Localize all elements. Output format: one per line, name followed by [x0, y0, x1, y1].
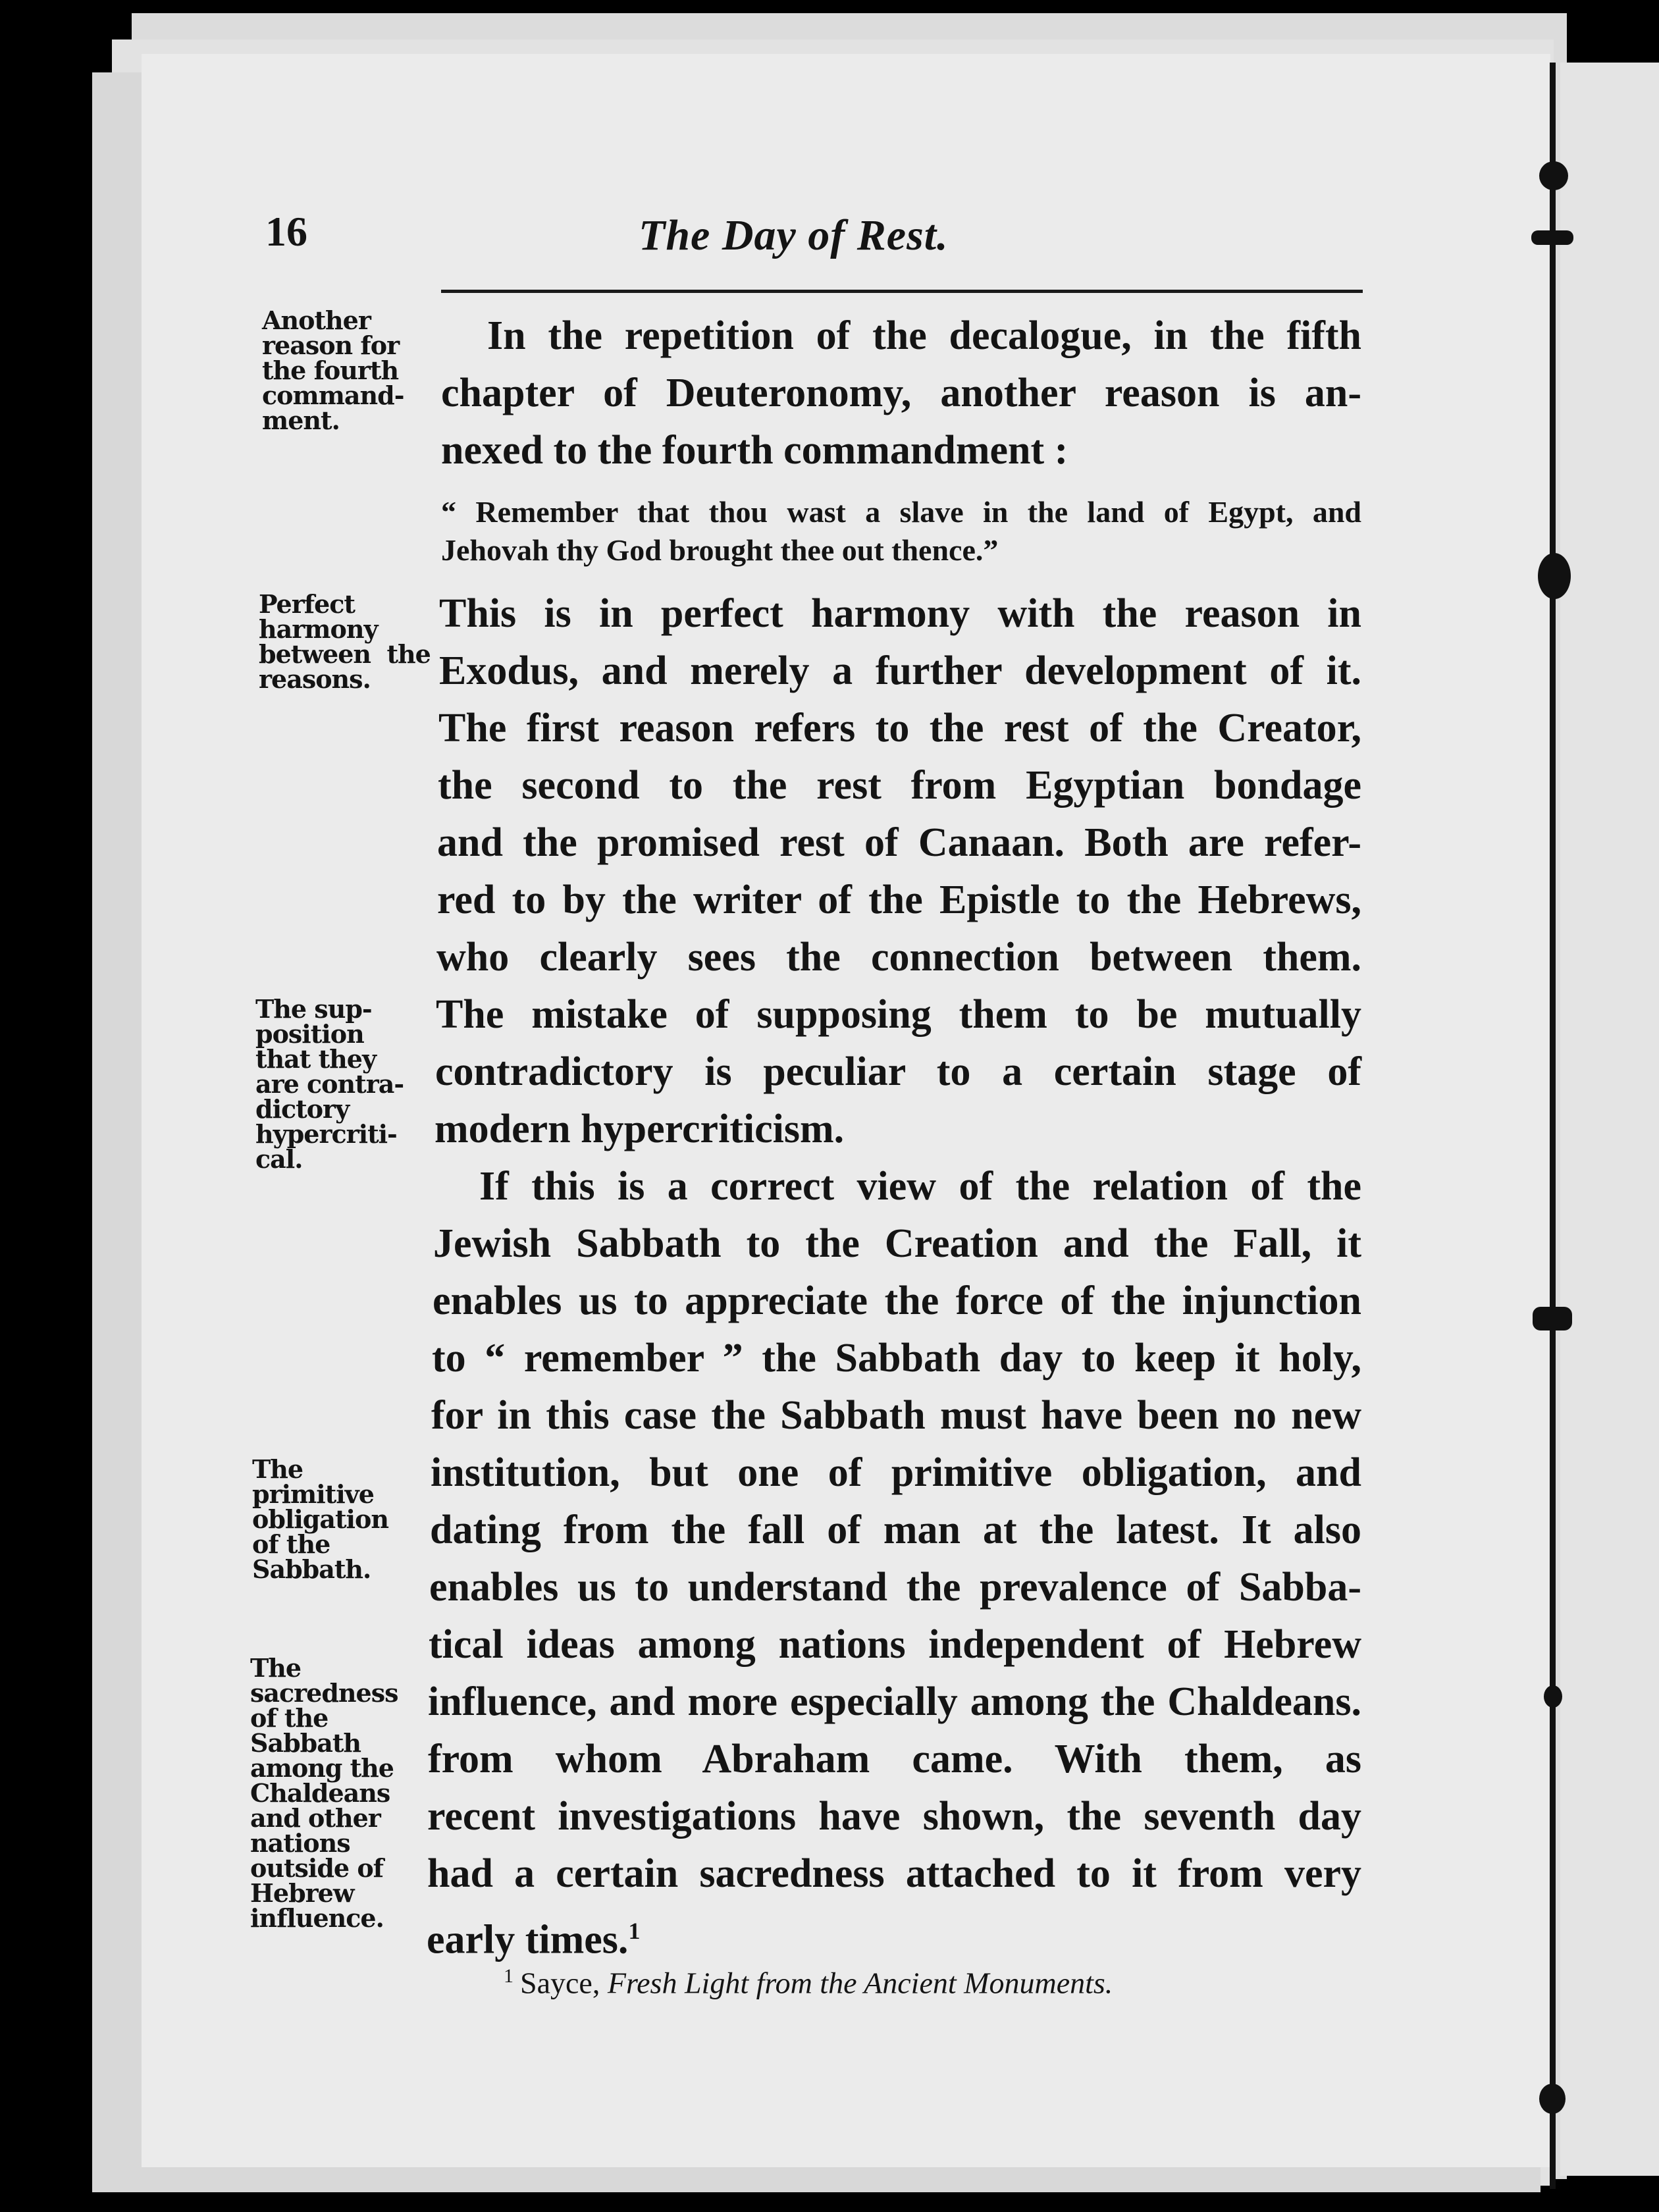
body-line-text: early times. [427, 1917, 629, 1962]
footnote-title: Fresh Light from the Ancient Monuments. [607, 1966, 1113, 2000]
side-note-line: position [255, 1019, 364, 1049]
side-note-line: reasons. [259, 664, 371, 694]
body-line: If this is a correct view of the relation of the [479, 1164, 1361, 1209]
side-note-line: between the [259, 639, 431, 669]
footnote-marker: 1 [504, 1965, 514, 1987]
side-note-line: sacredness [250, 1678, 398, 1708]
body-line: dating from the fall of man at the latest. It also [430, 1508, 1361, 1552]
footnote-reference: 1 [628, 1918, 641, 1944]
body-line: influence, and more especially among the Chaldeans. [428, 1679, 1361, 1724]
body-line [427, 1908, 822, 1963]
side-note-line: Sabbath [250, 1728, 361, 1758]
body-line: The mistake of supposing them to be mutually [436, 992, 1361, 1037]
body-line: enables us to appreciate the force of the injunction [433, 1278, 1361, 1323]
side-note-line: primitive [252, 1479, 374, 1509]
side-note-line: of the [252, 1529, 330, 1559]
side-note-line: are contra- [255, 1069, 404, 1099]
binding-edge [1550, 63, 1556, 2189]
side-note-line: Chaldeans [250, 1778, 390, 1808]
body-line: institution, but one of primitive obligation, and [431, 1450, 1361, 1495]
page-number: 16 [265, 208, 307, 255]
side-note-line: Sabbath. [252, 1554, 371, 1584]
side-note-line: the fourth [262, 356, 399, 385]
side-note-line: among the [250, 1753, 394, 1783]
side-note-line: The sup- [255, 994, 372, 1024]
side-note [250, 1653, 408, 1933]
header-rule [441, 290, 1363, 293]
running-title: The Day of Rest. [639, 211, 949, 259]
side-note-line: Hebrew [250, 1878, 354, 1908]
body-line: from whom Abraham came. With them, as [428, 1737, 1361, 1781]
side-note-line: The [252, 1454, 303, 1484]
body-line: contradictory is peculiar to a certain stage of [435, 1049, 1361, 1094]
body-line: the second to the rest from Egyptian bondage [438, 763, 1361, 808]
body-line: who clearly sees the connection between them. [436, 935, 1361, 980]
body-line: and the promised rest of Canaan. Both are refer- [437, 820, 1361, 865]
facing-page-strip [1560, 63, 1659, 2176]
body-line: recent investigations have shown, the seventh day [427, 1794, 1361, 1839]
side-note [255, 994, 413, 1174]
body-line: enables us to understand the prevalence of Sabba- [429, 1565, 1361, 1610]
side-note-line: Perfect [259, 589, 355, 619]
body-line: to “ remember ” the Sabbath day to keep it holy, [432, 1336, 1361, 1381]
quote-line: Jehovah thy God brought thee out thence.” [441, 533, 999, 567]
side-note-line: influence. [250, 1903, 384, 1933]
side-note-line: The [250, 1653, 302, 1683]
footnote [504, 1965, 1113, 2000]
side-note-line: ment. [262, 406, 340, 435]
body-line: for in this case the Sabbath must have been no new [431, 1393, 1361, 1438]
body-line: Jewish Sabbath to the Creation and the Fall, it [433, 1221, 1361, 1266]
body-line: This is in perfect harmony with the reason in [439, 591, 1361, 636]
body-line: tical ideas among nations independent of Hebrew [429, 1622, 1361, 1667]
ink-blot [1539, 161, 1568, 190]
side-note-line: hypercriti- [255, 1119, 397, 1149]
side-note-line: cal. [255, 1144, 303, 1174]
body-line: In the repetition of the decalogue, in the fifth [487, 313, 1361, 358]
side-note [259, 589, 431, 694]
body-line: modern hypercriticism. [434, 1107, 845, 1151]
body-line: chapter of Deuteronomy, another reason is an- [441, 371, 1361, 415]
ink-blot [1538, 553, 1571, 599]
side-note-line: of the [250, 1703, 329, 1733]
side-note-line: Another [262, 305, 371, 335]
body-line: red to by the writer of the Epistle to the Hebrews, [437, 878, 1361, 922]
side-note-line: that they [255, 1044, 377, 1074]
side-note-line: and other [250, 1803, 381, 1833]
body-line: nexed to the fourth commandment : [441, 428, 1068, 473]
side-note [262, 305, 420, 435]
side-note-line: outside of [250, 1853, 384, 1883]
side-note-line: reason for [262, 330, 400, 360]
side-note-line: nations [250, 1828, 350, 1858]
ink-blot [1544, 1685, 1562, 1708]
body-line: Exodus, and merely a further development of it. [439, 648, 1361, 693]
footnote-author: Sayce, [520, 1966, 600, 2000]
ink-blot [1539, 2084, 1566, 2114]
ink-blot [1531, 230, 1573, 245]
quote-line: “ Remember that thou wast a slave in the land of Egypt, and [441, 495, 1361, 529]
side-note-line: command- [262, 381, 404, 410]
body-line: The first reason refers to the rest of the Creator, [438, 706, 1361, 750]
side-note [252, 1454, 410, 1584]
side-note-line: dictory [255, 1094, 350, 1124]
side-note-line: harmony [259, 614, 378, 644]
body-line: had a certain sacredness attached to it from very [427, 1851, 1361, 1896]
side-note-line: obligation [252, 1504, 388, 1534]
ink-blot [1533, 1307, 1572, 1330]
